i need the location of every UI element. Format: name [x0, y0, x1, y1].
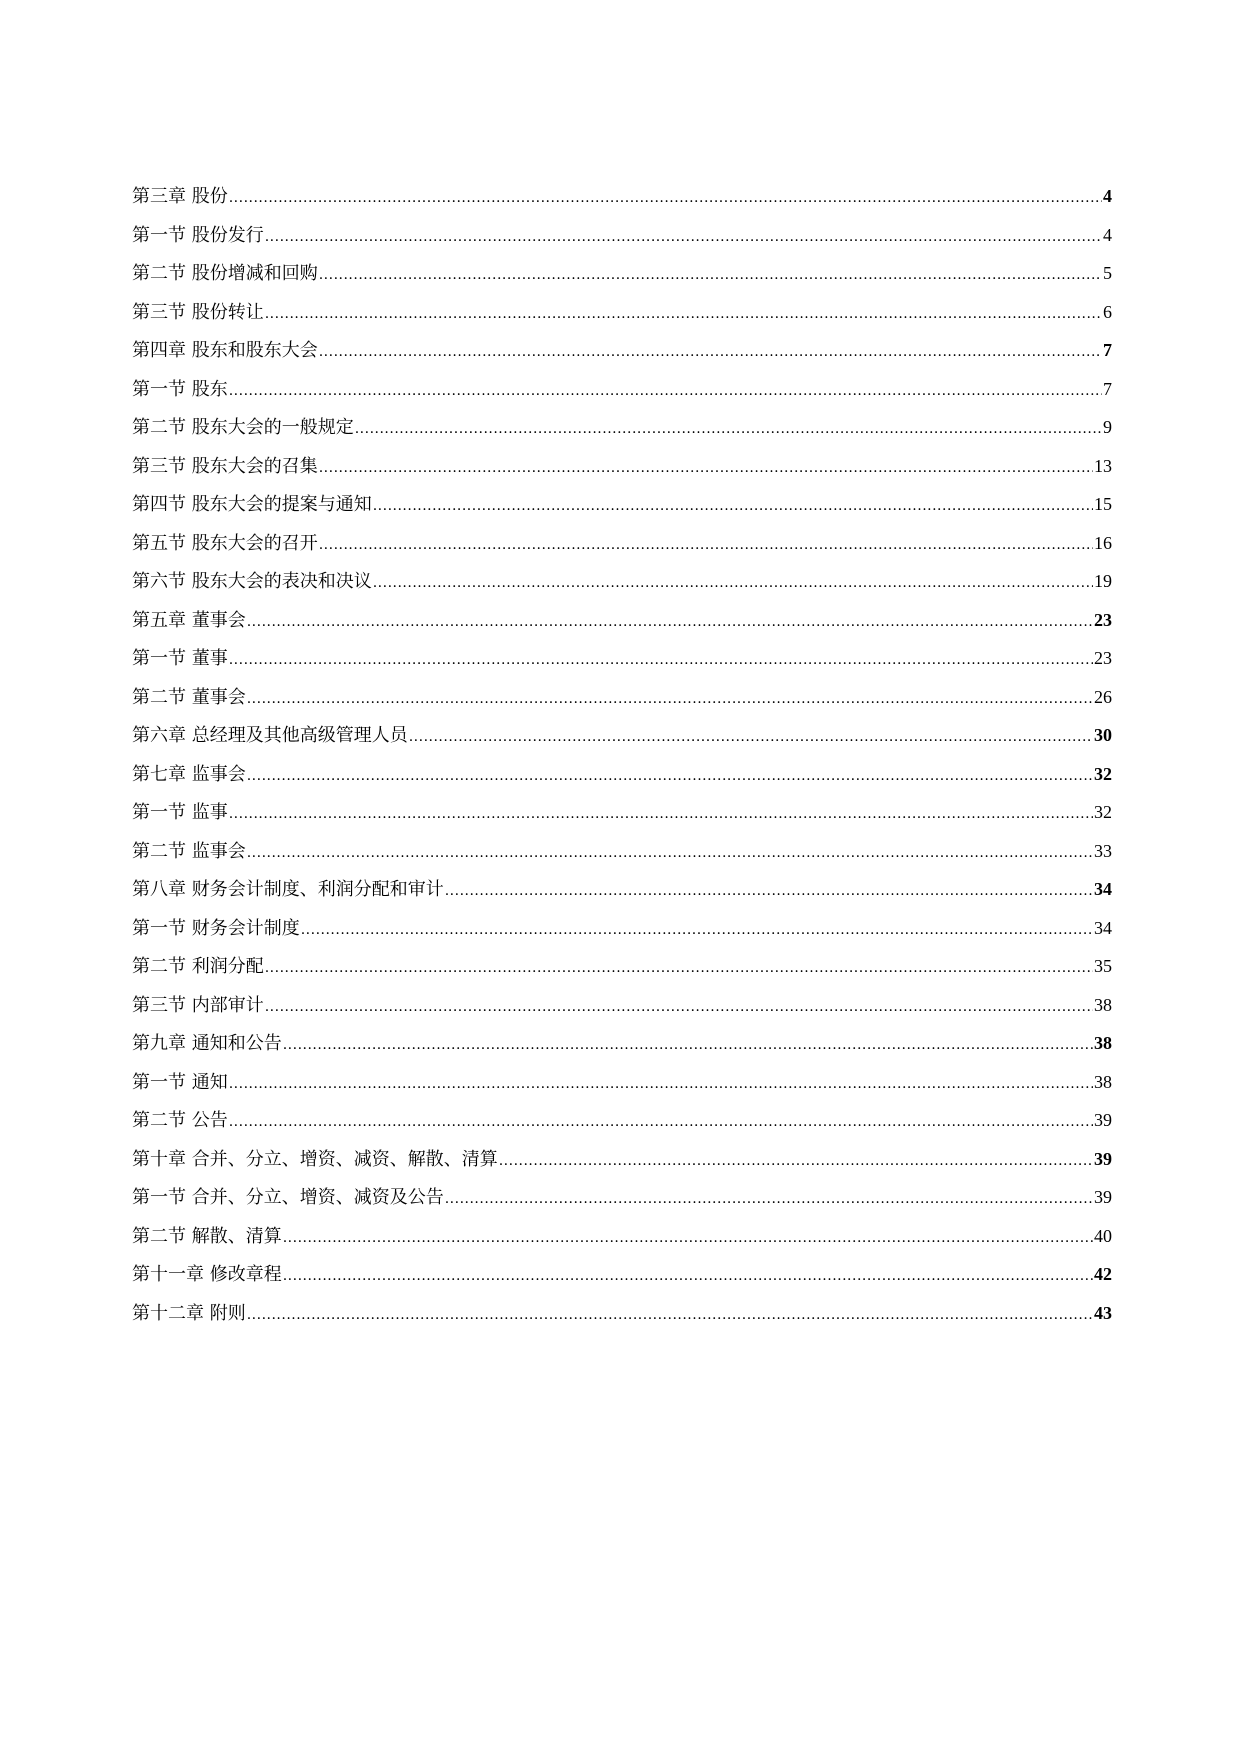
toc-entry-title: 第五节 股东大会的召开 [132, 532, 318, 554]
toc-entry-title: 第三章 股份 [132, 186, 228, 207]
toc-entry-title: 第二节 解散、清算 [132, 1225, 282, 1247]
toc-entry-page-number: 9 [1103, 417, 1112, 437]
toc-entry-title: 第一节 监事 [132, 802, 228, 823]
toc-dot-leader [229, 640, 1093, 679]
toc-entry-title: 第四节 股东大会的提案与通知 [132, 494, 372, 515]
toc-entry-title: 第一节 董事 [132, 648, 228, 669]
toc-entry-title: 第六章 总经理及其他高级管理人员 [132, 725, 408, 746]
toc-entry-page-number: 32 [1094, 802, 1112, 822]
toc-entry[interactable] [132, 1140, 1112, 1179]
toc-entry-page-number: 43 [1094, 1302, 1112, 1323]
toc-entry-title: 第二节 董事会 [132, 686, 246, 708]
toc-dot-leader [229, 1102, 1093, 1141]
toc-entry-title: 第四章 股东和股东大会 [132, 340, 318, 361]
toc-entry[interactable] [132, 986, 1112, 1025]
toc-entry-title: 第七章 监事会 [132, 763, 246, 785]
toc-entry-title: 第二节 公告 [132, 1110, 228, 1131]
toc-entry-page-number: 30 [1094, 725, 1112, 745]
toc-entry[interactable] [132, 216, 1112, 255]
toc-entry[interactable] [132, 1024, 1112, 1063]
toc-entry[interactable] [132, 755, 1112, 794]
toc-dot-leader [319, 448, 1093, 487]
toc-entry-page-number: 5 [1103, 263, 1112, 283]
toc-entry[interactable] [132, 1063, 1112, 1102]
toc-dot-leader [229, 371, 1102, 410]
toc-dot-leader [373, 486, 1093, 525]
toc-entry-page-number: 4 [1103, 186, 1112, 206]
toc-entry[interactable] [132, 832, 1112, 871]
toc-dot-leader [247, 756, 1093, 795]
toc-dot-leader [319, 255, 1102, 294]
toc-dot-leader [247, 1295, 1093, 1334]
toc-dot-leader [319, 525, 1093, 564]
toc-dot-leader [247, 679, 1093, 718]
toc-entry[interactable] [132, 331, 1112, 370]
toc-entry-page-number: 38 [1094, 1071, 1112, 1092]
toc-entry[interactable] [132, 947, 1112, 986]
toc-entry-title: 第三节 内部审计 [132, 994, 264, 1016]
toc-entry[interactable] [132, 562, 1112, 601]
toc-entry-page-number: 23 [1094, 648, 1112, 668]
toc-dot-leader [229, 794, 1093, 833]
toc-entry-page-number: 7 [1103, 378, 1112, 399]
toc-dot-leader [265, 948, 1093, 987]
toc-entry[interactable] [132, 1178, 1112, 1217]
toc-entry-title: 第一节 通知 [132, 1071, 228, 1093]
toc-dot-leader [373, 563, 1093, 602]
toc-dot-leader [409, 717, 1093, 756]
toc-entry-title: 第十一章 修改章程 [132, 1264, 282, 1285]
toc-entry[interactable] [132, 909, 1112, 948]
toc-dot-leader [355, 409, 1102, 448]
toc-entry-page-number: 23 [1094, 609, 1112, 630]
toc-entry-page-number: 6 [1103, 301, 1112, 322]
toc-entry-title: 第五章 董事会 [132, 609, 246, 631]
toc-dot-leader [445, 1179, 1093, 1218]
toc-dot-leader [283, 1218, 1093, 1257]
toc-entry-title: 第三节 股东大会的召集 [132, 455, 318, 477]
toc-entry-title: 第一节 股份发行 [132, 224, 264, 246]
toc-dot-leader [229, 178, 1102, 217]
toc-entry[interactable] [132, 524, 1112, 563]
toc-entry-title: 第九章 通知和公告 [132, 1033, 282, 1054]
toc-dot-leader [229, 1064, 1093, 1103]
toc-entry[interactable] [132, 293, 1112, 332]
toc-entry-page-number: 13 [1094, 455, 1112, 476]
toc-entry-page-number: 39 [1094, 1148, 1112, 1169]
toc-entry[interactable] [132, 639, 1112, 678]
toc-entry-title: 第一节 合并、分立、增资、减资及公告 [132, 1187, 444, 1208]
toc-entry-page-number: 35 [1094, 956, 1112, 976]
toc-entry[interactable] [132, 1217, 1112, 1256]
toc-entry[interactable] [132, 177, 1112, 216]
toc-dot-leader [301, 910, 1093, 949]
toc-entry[interactable] [132, 447, 1112, 486]
toc-entry-title: 第二节 股东大会的一般规定 [132, 417, 354, 438]
toc-entry-page-number: 34 [1094, 879, 1112, 899]
toc-dot-leader [265, 987, 1093, 1026]
toc-entry-page-number: 15 [1094, 494, 1112, 514]
toc-entry-page-number: 16 [1094, 532, 1112, 553]
toc-dot-leader [283, 1025, 1093, 1064]
toc-entry-title: 第一节 股东 [132, 378, 228, 400]
toc-entry[interactable] [132, 254, 1112, 293]
toc-entry-title: 第十章 合并、分立、增资、减资、解散、清算 [132, 1148, 498, 1170]
toc-entry[interactable] [132, 1255, 1112, 1294]
toc-entry-title: 第十二章 附则 [132, 1302, 246, 1324]
toc-entry[interactable] [132, 716, 1112, 755]
toc-entry-title: 第二节 监事会 [132, 840, 246, 862]
toc-entry-title: 第二节 股份增减和回购 [132, 263, 318, 284]
toc-entry-page-number: 33 [1094, 840, 1112, 861]
toc-entry-page-number: 42 [1094, 1264, 1112, 1284]
toc-entry-page-number: 4 [1103, 224, 1112, 245]
toc-entry[interactable] [132, 1294, 1112, 1333]
toc-entry[interactable] [132, 793, 1112, 832]
toc-entry-page-number: 39 [1094, 1110, 1112, 1130]
toc-dot-leader [265, 294, 1102, 333]
toc-entry-page-number: 38 [1094, 994, 1112, 1015]
toc-entry-title: 第六节 股东大会的表决和决议 [132, 571, 372, 592]
toc-entry[interactable] [132, 485, 1112, 524]
toc-entry-title: 第三节 股份转让 [132, 301, 264, 323]
toc-entry-page-number: 7 [1103, 340, 1112, 360]
toc-entry-page-number: 38 [1094, 1033, 1112, 1053]
toc-entry[interactable] [132, 678, 1112, 717]
toc-dot-leader [283, 1256, 1093, 1295]
toc-entry-page-number: 19 [1094, 571, 1112, 591]
toc-dot-leader [247, 602, 1093, 641]
toc-entry[interactable] [132, 601, 1112, 640]
toc-entry-title: 第二节 利润分配 [132, 956, 264, 977]
toc-entry[interactable] [132, 370, 1112, 409]
toc-entry-page-number: 40 [1094, 1225, 1112, 1246]
toc-entry[interactable] [132, 1101, 1112, 1140]
toc-dot-leader [499, 1141, 1093, 1180]
toc-entry-title: 第八章 财务会计制度、利润分配和审计 [132, 879, 444, 900]
table-of-contents [132, 177, 1112, 1332]
toc-dot-leader [445, 871, 1093, 910]
toc-entry[interactable] [132, 870, 1112, 909]
toc-dot-leader [319, 332, 1102, 371]
toc-dot-leader [265, 217, 1102, 256]
toc-entry[interactable] [132, 408, 1112, 447]
toc-entry-page-number: 32 [1094, 763, 1112, 784]
toc-entry-title: 第一节 财务会计制度 [132, 917, 300, 939]
toc-dot-leader [247, 833, 1093, 872]
toc-entry-page-number: 34 [1094, 917, 1112, 938]
toc-entry-page-number: 26 [1094, 686, 1112, 707]
toc-entry-page-number: 39 [1094, 1187, 1112, 1207]
